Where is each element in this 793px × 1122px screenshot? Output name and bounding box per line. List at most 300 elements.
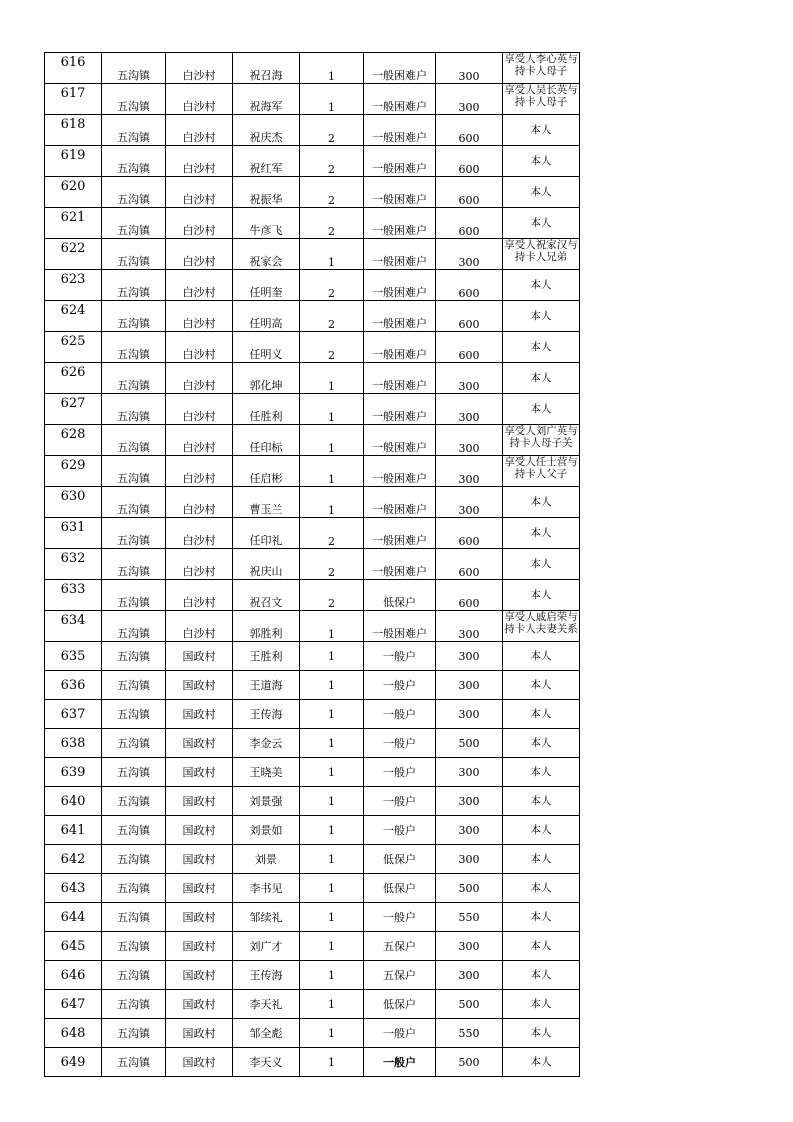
- amount-cell: 500: [436, 729, 503, 758]
- town-cell: 五沟镇: [102, 671, 166, 700]
- row-number: 621: [45, 208, 102, 239]
- town-cell: 五沟镇: [102, 84, 166, 115]
- name-cell: 祝海军: [233, 84, 300, 115]
- amount-cell: 300: [436, 363, 503, 394]
- row-number: 641: [45, 816, 102, 845]
- household-type-cell: 一般困难户: [364, 208, 436, 239]
- table-row: [45, 874, 580, 903]
- person-count-cell: 1: [300, 53, 364, 84]
- person-count-cell: 2: [300, 177, 364, 208]
- village-cell: 国政村: [166, 816, 233, 845]
- name-cell: 任印礼: [233, 518, 300, 549]
- person-count-cell: 1: [300, 456, 364, 487]
- name-cell: 邹全彪: [233, 1019, 300, 1048]
- row-number: 619: [45, 146, 102, 177]
- person-count-cell: 1: [300, 487, 364, 518]
- remark-cell: 本人: [503, 932, 580, 961]
- household-type-cell: 五保户: [364, 961, 436, 990]
- village-cell: 国政村: [166, 1019, 233, 1048]
- remark-cell: 本人: [503, 758, 580, 787]
- person-count-cell: 1: [300, 903, 364, 932]
- name-cell: 郭胜利: [233, 611, 300, 642]
- name-cell: 任明义: [233, 332, 300, 363]
- town-cell: 五沟镇: [102, 146, 166, 177]
- amount-cell: 300: [436, 425, 503, 456]
- town-cell: 五沟镇: [102, 301, 166, 332]
- name-cell: 祝庆山: [233, 549, 300, 580]
- name-cell: 祝振华: [233, 177, 300, 208]
- village-cell: 国政村: [166, 961, 233, 990]
- household-type-cell: 一般户: [364, 729, 436, 758]
- table-row: [45, 394, 580, 425]
- person-count-cell: 2: [300, 549, 364, 580]
- row-number: 642: [45, 845, 102, 874]
- name-cell: 祝召海: [233, 53, 300, 84]
- table-row: [45, 961, 580, 990]
- remark-cell: 享受人刘广英与持卡人母子关: [503, 425, 580, 456]
- table-row: [45, 518, 580, 549]
- row-number: 618: [45, 115, 102, 146]
- table-row: [45, 671, 580, 700]
- town-cell: 五沟镇: [102, 729, 166, 758]
- household-type-cell: 一般困难户: [364, 363, 436, 394]
- household-type-cell: 一般困难户: [364, 177, 436, 208]
- row-number: 617: [45, 84, 102, 115]
- person-count-cell: 2: [300, 580, 364, 611]
- village-cell: 白沙村: [166, 425, 233, 456]
- person-count-cell: 2: [300, 146, 364, 177]
- remark-cell: 本人: [503, 1048, 580, 1077]
- name-cell: 王胜利: [233, 642, 300, 671]
- name-cell: 李天义: [233, 1048, 300, 1077]
- household-type-cell: 一般户: [364, 903, 436, 932]
- village-cell: 白沙村: [166, 53, 233, 84]
- remark-cell: 本人: [503, 961, 580, 990]
- row-number: 648: [45, 1019, 102, 1048]
- amount-cell: 300: [436, 611, 503, 642]
- remark-cell: 本人: [503, 642, 580, 671]
- table-row: [45, 990, 580, 1019]
- table-row: [45, 301, 580, 332]
- person-count-cell: 1: [300, 816, 364, 845]
- village-cell: 白沙村: [166, 611, 233, 642]
- household-type-cell: 一般困难户: [364, 301, 436, 332]
- name-cell: 郭化坤: [233, 363, 300, 394]
- amount-cell: 300: [436, 642, 503, 671]
- person-count-cell: 2: [300, 518, 364, 549]
- amount-cell: 600: [436, 115, 503, 146]
- table-row: [45, 1019, 580, 1048]
- name-cell: 任印标: [233, 425, 300, 456]
- town-cell: 五沟镇: [102, 961, 166, 990]
- person-count-cell: 2: [300, 301, 364, 332]
- person-count-cell: 1: [300, 642, 364, 671]
- remark-cell: 本人: [503, 845, 580, 874]
- town-cell: 五沟镇: [102, 642, 166, 671]
- table-row: [45, 580, 580, 611]
- village-cell: 国政村: [166, 845, 233, 874]
- person-count-cell: 1: [300, 758, 364, 787]
- name-cell: 刘景: [233, 845, 300, 874]
- household-type-cell: 一般困难户: [364, 487, 436, 518]
- village-cell: 白沙村: [166, 518, 233, 549]
- name-cell: 王晓美: [233, 758, 300, 787]
- person-count-cell: 1: [300, 363, 364, 394]
- name-cell: 任明高: [233, 301, 300, 332]
- household-type-cell: 低保户: [364, 845, 436, 874]
- household-type-cell: 一般户: [364, 700, 436, 729]
- name-cell: 王传海: [233, 700, 300, 729]
- name-cell: 祝召文: [233, 580, 300, 611]
- remark-cell: 本人: [503, 671, 580, 700]
- amount-cell: 300: [436, 700, 503, 729]
- remark-cell: 本人: [503, 208, 580, 239]
- table-row: [45, 146, 580, 177]
- table-row: [45, 932, 580, 961]
- table-body: [45, 53, 580, 1077]
- village-cell: 白沙村: [166, 239, 233, 270]
- remark-cell: 本人: [503, 874, 580, 903]
- table-row: [45, 208, 580, 239]
- remark-cell: 享受人戚启荣与持卡人夫妻关系: [503, 611, 580, 642]
- household-type-cell: 一般困难户: [364, 270, 436, 301]
- amount-cell: 300: [436, 394, 503, 425]
- row-number: 646: [45, 961, 102, 990]
- household-type-cell: 一般户: [364, 816, 436, 845]
- amount-cell: 500: [436, 874, 503, 903]
- name-cell: 王传海: [233, 961, 300, 990]
- town-cell: 五沟镇: [102, 53, 166, 84]
- household-type-cell: 一般困难户: [364, 425, 436, 456]
- village-cell: 国政村: [166, 787, 233, 816]
- remark-cell: 享受人李心英与持卡人母子: [503, 53, 580, 84]
- table-row: [45, 787, 580, 816]
- remark-cell: 本人: [503, 487, 580, 518]
- village-cell: 国政村: [166, 729, 233, 758]
- table-row: [45, 84, 580, 115]
- remark-cell: 本人: [503, 729, 580, 758]
- village-cell: 白沙村: [166, 580, 233, 611]
- row-number: 644: [45, 903, 102, 932]
- village-cell: 国政村: [166, 758, 233, 787]
- household-type-cell: 一般困难户: [364, 394, 436, 425]
- name-cell: 李天礼: [233, 990, 300, 1019]
- name-cell: 李书见: [233, 874, 300, 903]
- name-cell: 刘景强: [233, 787, 300, 816]
- person-count-cell: 2: [300, 332, 364, 363]
- table-row: [45, 487, 580, 518]
- village-cell: 白沙村: [166, 549, 233, 580]
- remark-cell: 本人: [503, 146, 580, 177]
- person-count-cell: 1: [300, 874, 364, 903]
- amount-cell: 600: [436, 177, 503, 208]
- table-row: [45, 425, 580, 456]
- remark-cell: 本人: [503, 270, 580, 301]
- amount-cell: 550: [436, 1019, 503, 1048]
- household-subsidy-table: [44, 52, 580, 1077]
- row-number: 643: [45, 874, 102, 903]
- person-count-cell: 1: [300, 990, 364, 1019]
- amount-cell: 300: [436, 961, 503, 990]
- amount-cell: 300: [436, 53, 503, 84]
- person-count-cell: 1: [300, 1048, 364, 1077]
- name-cell: 任胜利: [233, 394, 300, 425]
- household-type-cell: 一般困难户: [364, 518, 436, 549]
- table-row: [45, 642, 580, 671]
- table-row: [45, 845, 580, 874]
- village-cell: 白沙村: [166, 146, 233, 177]
- village-cell: 国政村: [166, 932, 233, 961]
- amount-cell: 500: [436, 1048, 503, 1077]
- table-row: [45, 611, 580, 642]
- table-row: [45, 758, 580, 787]
- amount-cell: 600: [436, 146, 503, 177]
- row-number: 625: [45, 332, 102, 363]
- remark-cell: 本人: [503, 301, 580, 332]
- person-count-cell: 1: [300, 961, 364, 990]
- village-cell: 白沙村: [166, 177, 233, 208]
- row-number: 624: [45, 301, 102, 332]
- table-row: [45, 177, 580, 208]
- household-type-cell: 一般困难户: [364, 239, 436, 270]
- row-number: 628: [45, 425, 102, 456]
- name-cell: 刘景如: [233, 816, 300, 845]
- village-cell: 白沙村: [166, 115, 233, 146]
- row-number: 622: [45, 239, 102, 270]
- town-cell: 五沟镇: [102, 1019, 166, 1048]
- village-cell: 白沙村: [166, 394, 233, 425]
- row-number: 626: [45, 363, 102, 394]
- row-number: 623: [45, 270, 102, 301]
- table-row: [45, 700, 580, 729]
- table-row: [45, 729, 580, 758]
- person-count-cell: 2: [300, 270, 364, 301]
- amount-cell: 600: [436, 208, 503, 239]
- household-type-cell: 低保户: [364, 874, 436, 903]
- town-cell: 五沟镇: [102, 270, 166, 301]
- town-cell: 五沟镇: [102, 177, 166, 208]
- name-cell: 任启彬: [233, 456, 300, 487]
- person-count-cell: 1: [300, 932, 364, 961]
- remark-cell: 本人: [503, 787, 580, 816]
- remark-cell: 本人: [503, 177, 580, 208]
- table-row: [45, 549, 580, 580]
- household-type-cell: 一般困难户: [364, 84, 436, 115]
- village-cell: 国政村: [166, 874, 233, 903]
- amount-cell: 550: [436, 903, 503, 932]
- amount-cell: 300: [436, 84, 503, 115]
- amount-cell: 300: [436, 932, 503, 961]
- town-cell: 五沟镇: [102, 787, 166, 816]
- amount-cell: 300: [436, 787, 503, 816]
- name-cell: 王道海: [233, 671, 300, 700]
- amount-cell: 300: [436, 456, 503, 487]
- household-type-cell: 一般困难户: [364, 611, 436, 642]
- household-type-cell: 一般户: [364, 671, 436, 700]
- town-cell: 五沟镇: [102, 487, 166, 518]
- row-number: 633: [45, 580, 102, 611]
- village-cell: 国政村: [166, 903, 233, 932]
- household-type-cell: 一般困难户: [364, 332, 436, 363]
- household-type-cell: 五保户: [364, 932, 436, 961]
- row-number: 616: [45, 53, 102, 84]
- remark-cell: 本人: [503, 518, 580, 549]
- village-cell: 国政村: [166, 990, 233, 1019]
- town-cell: 五沟镇: [102, 518, 166, 549]
- table-row: [45, 53, 580, 84]
- row-number: 635: [45, 642, 102, 671]
- town-cell: 五沟镇: [102, 115, 166, 146]
- household-type-cell: 一般困难户: [364, 53, 436, 84]
- town-cell: 五沟镇: [102, 903, 166, 932]
- amount-cell: 600: [436, 270, 503, 301]
- amount-cell: 300: [436, 758, 503, 787]
- person-count-cell: 1: [300, 845, 364, 874]
- row-number: 629: [45, 456, 102, 487]
- table-row: [45, 1048, 580, 1077]
- household-type-cell: 一般困难户: [364, 115, 436, 146]
- row-number: 630: [45, 487, 102, 518]
- row-number: 631: [45, 518, 102, 549]
- person-count-cell: 1: [300, 394, 364, 425]
- amount-cell: 300: [436, 816, 503, 845]
- amount-cell: 300: [436, 487, 503, 518]
- amount-cell: 600: [436, 549, 503, 580]
- remark-cell: 享受人任士营与持卡人父子: [503, 456, 580, 487]
- remark-cell: 本人: [503, 363, 580, 394]
- town-cell: 五沟镇: [102, 394, 166, 425]
- household-type-cell: 一般困难户: [364, 146, 436, 177]
- village-cell: 白沙村: [166, 301, 233, 332]
- remark-cell: 本人: [503, 990, 580, 1019]
- household-type-cell: 一般困难户: [364, 456, 436, 487]
- village-cell: 白沙村: [166, 84, 233, 115]
- household-type-cell: 一般户: [364, 787, 436, 816]
- person-count-cell: 1: [300, 700, 364, 729]
- amount-cell: 500: [436, 990, 503, 1019]
- town-cell: 五沟镇: [102, 363, 166, 394]
- table-row: [45, 270, 580, 301]
- person-count-cell: 1: [300, 425, 364, 456]
- remark-cell: 本人: [503, 580, 580, 611]
- name-cell: 曹玉兰: [233, 487, 300, 518]
- household-type-cell: 一般困难户: [364, 549, 436, 580]
- row-number: 632: [45, 549, 102, 580]
- name-cell: 邹续礼: [233, 903, 300, 932]
- row-number: 637: [45, 700, 102, 729]
- person-count-cell: 2: [300, 115, 364, 146]
- town-cell: 五沟镇: [102, 874, 166, 903]
- row-number: 638: [45, 729, 102, 758]
- remark-cell: 本人: [503, 549, 580, 580]
- village-cell: 白沙村: [166, 208, 233, 239]
- town-cell: 五沟镇: [102, 456, 166, 487]
- amount-cell: 600: [436, 518, 503, 549]
- person-count-cell: 2: [300, 208, 364, 239]
- village-cell: 白沙村: [166, 456, 233, 487]
- row-number: 645: [45, 932, 102, 961]
- row-number: 647: [45, 990, 102, 1019]
- amount-cell: 600: [436, 301, 503, 332]
- amount-cell: 600: [436, 580, 503, 611]
- village-cell: 白沙村: [166, 487, 233, 518]
- row-number: 649: [45, 1048, 102, 1077]
- town-cell: 五沟镇: [102, 549, 166, 580]
- village-cell: 国政村: [166, 671, 233, 700]
- village-cell: 国政村: [166, 642, 233, 671]
- household-type-cell: 低保户: [364, 580, 436, 611]
- household-type-cell: 一般户: [364, 1019, 436, 1048]
- table-row: [45, 239, 580, 270]
- town-cell: 五沟镇: [102, 580, 166, 611]
- table-row: [45, 332, 580, 363]
- remark-cell: 享受人吴长英与持卡人母子: [503, 84, 580, 115]
- town-cell: 五沟镇: [102, 845, 166, 874]
- town-cell: 五沟镇: [102, 700, 166, 729]
- household-type-cell: 低保户: [364, 990, 436, 1019]
- row-number: 627: [45, 394, 102, 425]
- table-row: [45, 115, 580, 146]
- row-number: 640: [45, 787, 102, 816]
- town-cell: 五沟镇: [102, 932, 166, 961]
- village-cell: 白沙村: [166, 270, 233, 301]
- town-cell: 五沟镇: [102, 611, 166, 642]
- town-cell: 五沟镇: [102, 990, 166, 1019]
- village-cell: 白沙村: [166, 332, 233, 363]
- person-count-cell: 1: [300, 671, 364, 700]
- table-row: [45, 363, 580, 394]
- row-number: 639: [45, 758, 102, 787]
- remark-cell: 本人: [503, 816, 580, 845]
- household-type-cell: 一般户: [364, 1048, 436, 1077]
- remark-cell: 本人: [503, 394, 580, 425]
- name-cell: 刘广才: [233, 932, 300, 961]
- row-number: 636: [45, 671, 102, 700]
- town-cell: 五沟镇: [102, 208, 166, 239]
- name-cell: 任明奎: [233, 270, 300, 301]
- table-row: [45, 816, 580, 845]
- town-cell: 五沟镇: [102, 758, 166, 787]
- remark-cell: 本人: [503, 700, 580, 729]
- person-count-cell: 1: [300, 611, 364, 642]
- name-cell: 祝红军: [233, 146, 300, 177]
- household-type-cell: 一般户: [364, 642, 436, 671]
- town-cell: 五沟镇: [102, 425, 166, 456]
- name-cell: 李金云: [233, 729, 300, 758]
- amount-cell: 600: [436, 332, 503, 363]
- town-cell: 五沟镇: [102, 239, 166, 270]
- town-cell: 五沟镇: [102, 332, 166, 363]
- table-row: [45, 456, 580, 487]
- name-cell: 牛彦飞: [233, 208, 300, 239]
- remark-cell: 本人: [503, 1019, 580, 1048]
- town-cell: 五沟镇: [102, 816, 166, 845]
- person-count-cell: 1: [300, 1019, 364, 1048]
- village-cell: 白沙村: [166, 363, 233, 394]
- row-number: 634: [45, 611, 102, 642]
- person-count-cell: 1: [300, 84, 364, 115]
- amount-cell: 300: [436, 671, 503, 700]
- amount-cell: 300: [436, 845, 503, 874]
- village-cell: 国政村: [166, 700, 233, 729]
- person-count-cell: 1: [300, 239, 364, 270]
- remark-cell: 本人: [503, 332, 580, 363]
- person-count-cell: 1: [300, 787, 364, 816]
- person-count-cell: 1: [300, 729, 364, 758]
- household-type-cell: 一般户: [364, 758, 436, 787]
- village-cell: 国政村: [166, 1048, 233, 1077]
- table-row: [45, 903, 580, 932]
